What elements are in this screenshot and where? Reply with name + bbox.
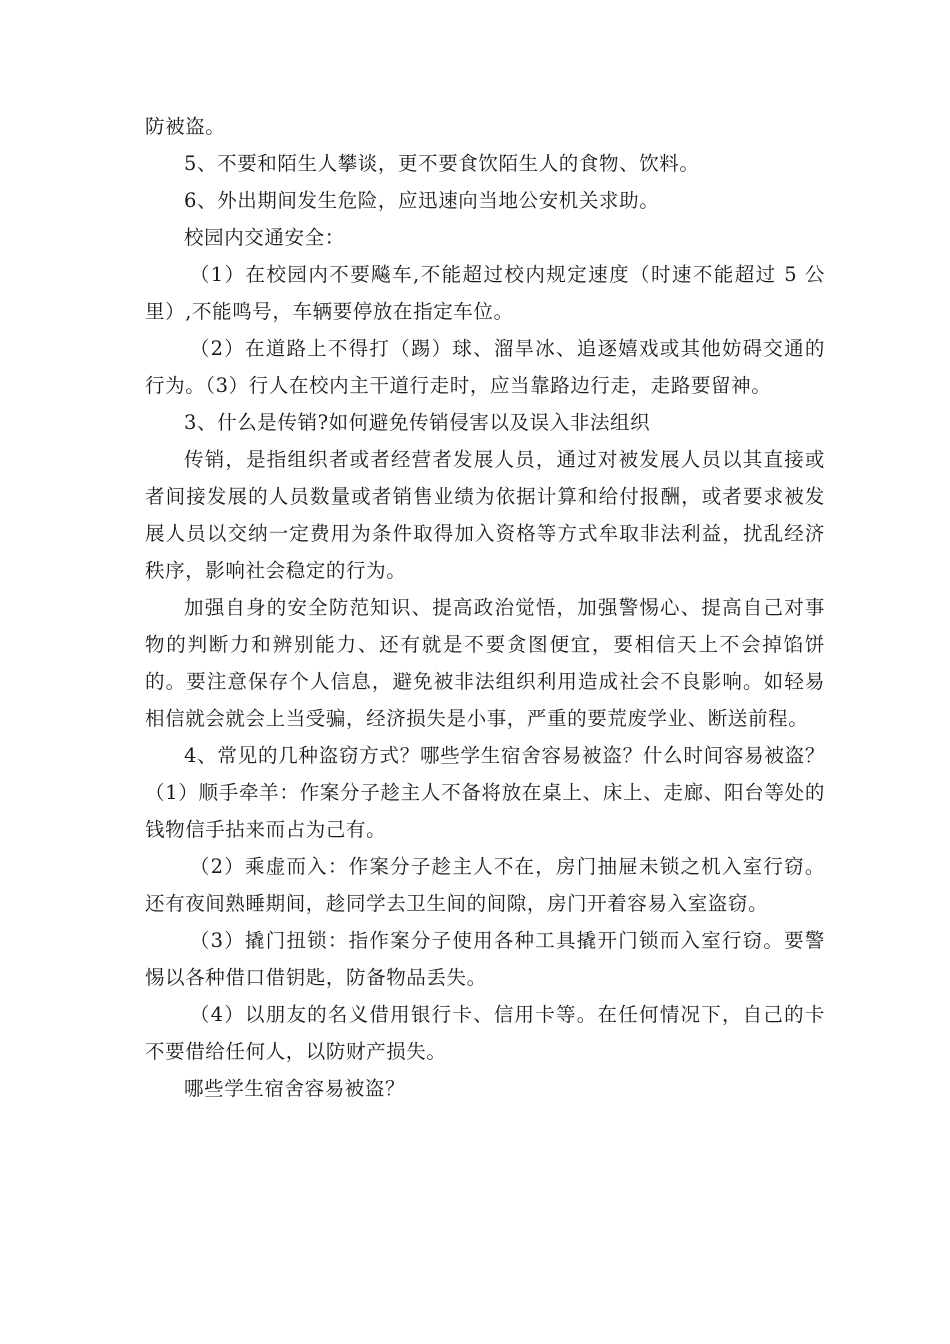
- document-body: [145, 108, 825, 1107]
- paragraph-12: （3）撬门扭锁：指作案分子使用各种工具撬开门锁而入室行窃。要警惕以各种借口借钥匙，防备物品丢失。: [145, 929, 825, 989]
- paragraph-11: （2）乘虚而入：作案分子趁主人不在，房门抽屉未锁之机入室行窃。还有夜间熟睡期间，趁同学去卫生间的间隙，房门开着容易入室盗窃。: [145, 855, 825, 915]
- section-heading-theft-methods: 4、常见的几种盗窃方式？哪些学生宿舍容易被盗？什么时间容易被盗？（1）顺手牵羊：作案分子趁主人不备将放在桌上、床上、走廊、阳台等处的钱物信手拈来而占为己有。: [145, 744, 825, 841]
- paragraph-8: 传销，是指组织者或者经营者发展人员，通过对被发展人员以其直接或者间接发展的人员数量或者销售业绩为依据计算和给付报酬，或者要求被发展人员以交纳一定费用为条件取得加入资格等方式牟取非法利益，扰乱经济秩序，影响社会稳定的行为。: [145, 448, 825, 582]
- paragraph-1: 防被盗。: [145, 115, 226, 138]
- paragraph-13: （4）以朋友的名义借用银行卡、信用卡等。在任何情况下，自己的卡不要借给任何人，以防财产损失。: [145, 1003, 825, 1063]
- section-heading-campus-traffic: 校园内交通安全：: [184, 226, 345, 249]
- paragraph-9: 加强自身的安全防范知识、提高政治觉悟，加强警惕心、提高自己对事物的判断力和辨别能力、还有就是不要贪图便宜，要相信天上不会掉馅饼的。要注意保存个人信息，避免被非法组织利用造成社会不良影响。如轻易相信就会就会上当受骗，经济损失是小事，严重的要荒废学业、断送前程。: [145, 596, 825, 730]
- paragraph-5: （1）在校园内不要飚车,不能超过校内规定速度（时速不能超过 5 公里）,不能鸣号，车辆要停放在指定车位。: [145, 263, 825, 323]
- paragraph-2: 5、不要和陌生人攀谈，更不要食饮陌生人的食物、饮料。: [184, 152, 700, 175]
- paragraph-14: 哪些学生宿舍容易被盗？: [184, 1077, 406, 1100]
- paragraph-6: （2）在道路上不得打（踢）球、溜旱冰、追逐嬉戏或其他妨碍交通的行为。（3）行人在校内主干道行走时，应当靠路边行走，走路要留神。: [145, 337, 825, 397]
- section-heading-pyramid-selling: 3、什么是传销?如何避免传销侵害以及误入非法组织: [184, 411, 651, 434]
- paragraph-3: 6、外出期间发生危险，应迅速向当地公安机关求助。: [184, 189, 660, 212]
